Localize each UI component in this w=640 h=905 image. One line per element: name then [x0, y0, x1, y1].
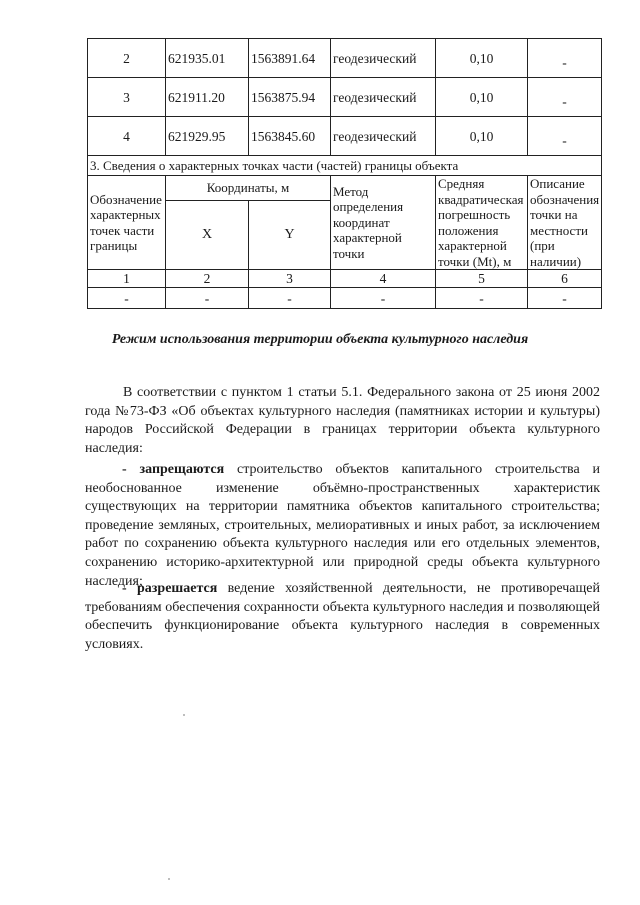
column-number: 3: [249, 270, 331, 288]
empty-cell: -: [249, 288, 331, 309]
point-method: геодезический: [331, 117, 436, 156]
empty-cell: -: [436, 288, 528, 309]
point-y: 1563891.64: [249, 39, 331, 78]
point-y: 1563875.94: [249, 78, 331, 117]
scan-speck: [183, 714, 185, 716]
empty-cell: -: [331, 288, 436, 309]
permitted-lead: - разрешается: [122, 581, 218, 596]
column-numbers-row: [88, 270, 602, 288]
points-table: [87, 38, 602, 309]
empty-cell: -: [528, 288, 602, 309]
section-heading: Режим использования территории объекта культурного наследия: [111, 332, 529, 347]
point-x: 621929.95: [166, 117, 249, 156]
column-number: 4: [331, 270, 436, 288]
point-error: 0,10: [436, 39, 528, 78]
prohibited-lead: - запрещаются: [122, 462, 225, 477]
prohibited-paragraph: [85, 461, 600, 591]
point-method: геодезический: [331, 78, 436, 117]
header-error: Средняя квадратическая погрешность положения характерной точки (Mt), м: [436, 176, 528, 270]
column-number: 5: [436, 270, 528, 288]
point-description: -: [528, 117, 602, 156]
point-error: 0,10: [436, 117, 528, 156]
header-y: Y: [249, 201, 331, 270]
point-x: 621911.20: [166, 78, 249, 117]
point-number: 4: [88, 117, 166, 156]
prohibited-text: строительство объектов капитального строительства и необоснованное изменение объёмно-пространственных характеристик существующих на территории памятника объектов капитального строительства; проведение земляных, строительных, мелиоративных и иных работ, за исключением работ по сохранению объекта культурного наследия или его отдельных элементов, сохранению историко-архитектурной или природной среды объекта культурного наследия;: [85, 462, 600, 589]
empty-cell: -: [166, 288, 249, 309]
column-number: 1: [88, 270, 166, 288]
point-number: 2: [88, 39, 166, 78]
section-row: [88, 156, 602, 176]
header-row: [88, 176, 602, 201]
point-description: -: [528, 78, 602, 117]
table-row: [88, 288, 602, 309]
header-coordinates: Координаты, м: [166, 176, 331, 201]
table-row: [88, 39, 602, 78]
point-description: -: [528, 39, 602, 78]
permitted-paragraph: [85, 580, 600, 654]
table-row: [88, 78, 602, 117]
point-method: геодезический: [331, 39, 436, 78]
header-description: Описание обозначения точки на местности (при наличии): [528, 176, 602, 270]
permitted-text: ведение хозяйственной деятельности, не противоречащей требованиям обеспечения сохранности объекта культурного наследия и позволяющей обеспечить функционирование объекта культурного наследия в современных условиях.: [85, 581, 600, 652]
point-x: 621935.01: [166, 39, 249, 78]
column-number: 2: [166, 270, 249, 288]
column-number: 6: [528, 270, 602, 288]
table-row: [88, 117, 602, 156]
empty-cell: -: [88, 288, 166, 309]
point-number: 3: [88, 78, 166, 117]
scan-speck: [168, 878, 170, 880]
point-y: 1563845.60: [249, 117, 331, 156]
intro-paragraph: В соответствии с пунктом 1 статьи 5.1. Федерального закона от 25 июня 2002 года №73-ФЗ «Об объектах культурного наследия (памятниках истории и культуры) народов Российской Федерации в границах территории объекта культурного наследия:: [85, 385, 600, 456]
section-title: 3. Сведения о характерных точках части (частей) границы объекта: [88, 156, 602, 176]
header-method: Метод определения координат характерной точки: [331, 176, 436, 270]
point-error: 0,10: [436, 78, 528, 117]
header-designation: Обозначение характерных точек части границы: [88, 176, 166, 270]
header-x: X: [166, 201, 249, 270]
